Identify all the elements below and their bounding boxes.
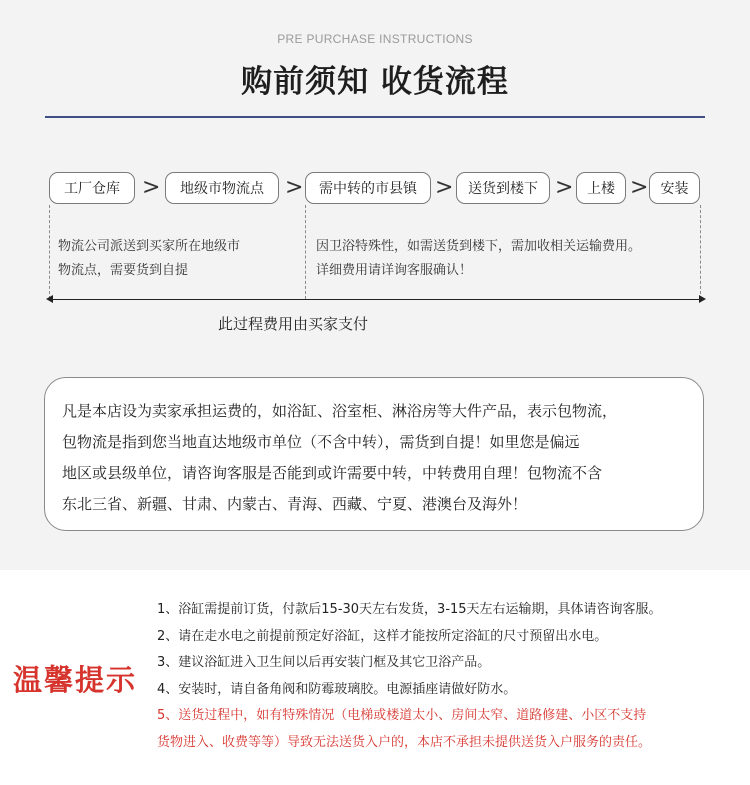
note-line: 因卫浴特殊性，如需送货到楼下，需加收相关运输费用。 bbox=[316, 239, 642, 254]
flow-arrow-icon: > bbox=[630, 175, 649, 200]
warm-tips-heading: 温馨提示 bbox=[13, 663, 138, 697]
tip-item: 2、请在走水电之前提前预定好浴缸，这样才能按所定浴缸的尺寸预留出水电。 bbox=[157, 628, 608, 644]
dashed-divider bbox=[305, 205, 306, 299]
policy-line: 凡是本店设为卖家承担运费的，如浴缸、浴室柜、淋浴房等大件产品，表示包物流， bbox=[62, 402, 618, 420]
flow-step-factory-warehouse: 工厂仓库 bbox=[49, 172, 135, 204]
flow-step-upstairs: 上楼 bbox=[576, 172, 626, 204]
note-line: 详细费用请详询客服确认！ bbox=[316, 263, 473, 278]
flow-step-transfer-town: 需中转的市县镇 bbox=[305, 172, 431, 204]
flow-step-city-logistics: 地级市物流点 bbox=[165, 172, 279, 204]
flow-step-install: 安装 bbox=[649, 172, 700, 204]
flow-arrow-icon: > bbox=[555, 175, 574, 200]
tip-item: 4、安装时，请自备角阀和防霉玻璃胶。电源插座请做好防水。 bbox=[157, 681, 517, 697]
tips-list bbox=[157, 597, 747, 756]
dashed-divider bbox=[49, 205, 50, 299]
policy-line: 东北三省、新疆、甘肃、内蒙古、青海、西藏、宁夏、港澳台及海外！ bbox=[62, 495, 528, 513]
tip-item-warning: 5、送货过程中，如有特殊情况（电梯或楼道太小、房间太窄、道路修建、小区不支持 bbox=[157, 708, 647, 723]
flow-arrow-icon: > bbox=[435, 175, 454, 200]
tip-item: 3、建议浴缸进入卫生间以后再安装门框及其它卫浴产品。 bbox=[157, 655, 491, 670]
buyer-pays-label: 此过程费用由买家支付 bbox=[218, 315, 369, 333]
shipping-policy-box bbox=[44, 377, 704, 531]
page-title: 购前须知 收货流程 bbox=[241, 64, 509, 100]
double-arrow-line bbox=[52, 299, 700, 300]
note-line: 物流点，需要货到自提 bbox=[58, 263, 189, 278]
note-city-pickup bbox=[58, 235, 240, 283]
policy-line: 地区或县级单位，请咨询客服是否能到或许需要中转，中转费用自理！包物流不含 bbox=[62, 464, 603, 482]
dashed-divider bbox=[700, 205, 701, 299]
policy-line: 包物流是指到您当地直达地级市单位（不含中转），需货到自提！如里您是偏远 bbox=[62, 433, 580, 451]
note-line: 物流公司派送到买家所在地级市 bbox=[58, 239, 241, 254]
flow-step-deliver-downstairs: 送货到楼下 bbox=[456, 172, 550, 204]
flow-arrow-icon: > bbox=[285, 175, 304, 200]
title-divider bbox=[45, 116, 705, 118]
tip-item-warning: 货物进入、收费等等）导致无法送货入户的，本店不承担未提供送货入户服务的责任。 bbox=[157, 734, 652, 750]
flow-arrow-icon: > bbox=[142, 175, 161, 200]
page-subtitle: PRE PURCHASE INSTRUCTIONS bbox=[277, 32, 473, 46]
tip-item: 1、浴缸需提前订货，付款后15-30天左右发货，3-15天左右运输期，具体请咨询客服。 bbox=[157, 602, 662, 617]
note-extra-fee bbox=[316, 235, 641, 283]
